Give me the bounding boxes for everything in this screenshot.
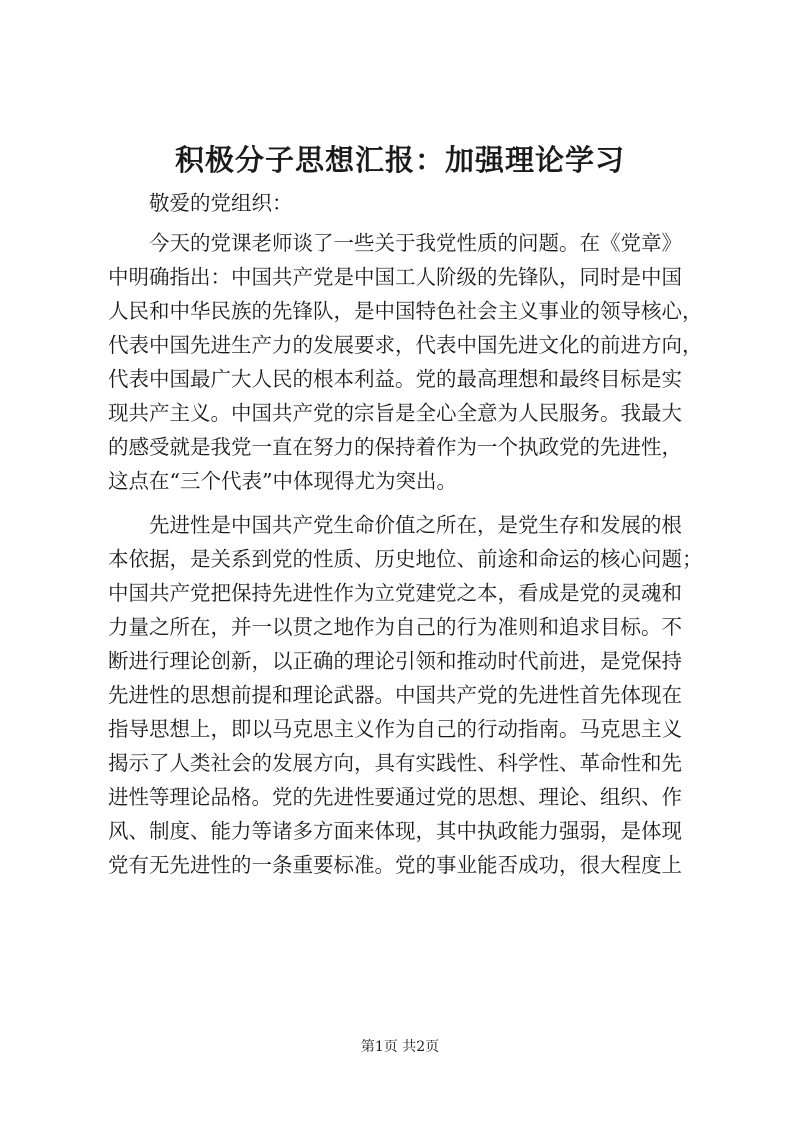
document-body [108,186,702,882]
paragraph-line: 中国共产党把保持先进性作为立党建党之本，看成是党的灵魂和 [108,581,682,605]
paragraph-line: 断进行理论创新，以正确的理论引领和推动时代前进，是党保持 [108,649,682,673]
paragraph-line: 先进性是中国共产党生命价值之所在，是党生存和发展的根 [149,513,682,537]
paragraph-line: 现共产主义。中国共产党的宗旨是全心全意为人民服务。我最大 [108,401,682,425]
paragraph-line: 揭示了人类社会的发展方向，具有实践性、科学性、革命性和先 [108,751,682,775]
paragraph-line: 代表中国最广大人民的根本利益。党的最高理想和最终目标是实 [108,367,682,391]
paragraph-line: 代表中国先进生产力的发展要求，代表中国先进文化的前进方向， [108,333,703,357]
paragraph-line: 先进性的思想前提和理论武器。中国共产党的先进性首先体现在 [108,683,682,707]
paragraph-line: 中明确指出：中国共产党是中国工人阶级的先锋队，同时是中国 [108,265,682,289]
document-title: 积极分子思想汇报：加强理论学习 [174,143,625,177]
paragraph-line: 力量之所在，并一以贯之地作为自己的行为准则和追求目标。不 [108,615,682,639]
paragraph-line: 今天的党课老师谈了一些关于我党性质的问题。在《党章》 [149,231,682,255]
page-footer: 第1页 共2页 [360,1039,440,1055]
paragraph-2 [108,508,702,882]
paragraph-line: 党有无先进性的一条重要标准。党的事业能否成功，很大程度上 [108,853,682,877]
salutation: 敬爱的党组织： [149,191,293,215]
paragraph-1 [108,226,702,498]
paragraph-line: 指导思想上，即以马克思主义作为自己的行动指南。马克思主义 [108,717,682,741]
paragraph-line: 的感受就是我党一直在努力的保持着作为一个执政党的先进性， [108,435,682,459]
paragraph-line: 进性等理论品格。党的先进性要通过党的思想、理论、组织、作 [108,785,682,809]
paragraph-line: 本依据，是关系到党的性质、历史地位、前途和命运的核心问题； [108,547,703,571]
paragraph-line: 人民和中华民族的先锋队，是中国特色社会主义事业的领导核心， [108,299,703,323]
paragraph-line: 这点在“三个代表”中体现得尤为突出。 [108,469,457,493]
paragraph-line: 风、制度、能力等诸多方面来体现，其中执政能力强弱，是体现 [108,819,682,843]
